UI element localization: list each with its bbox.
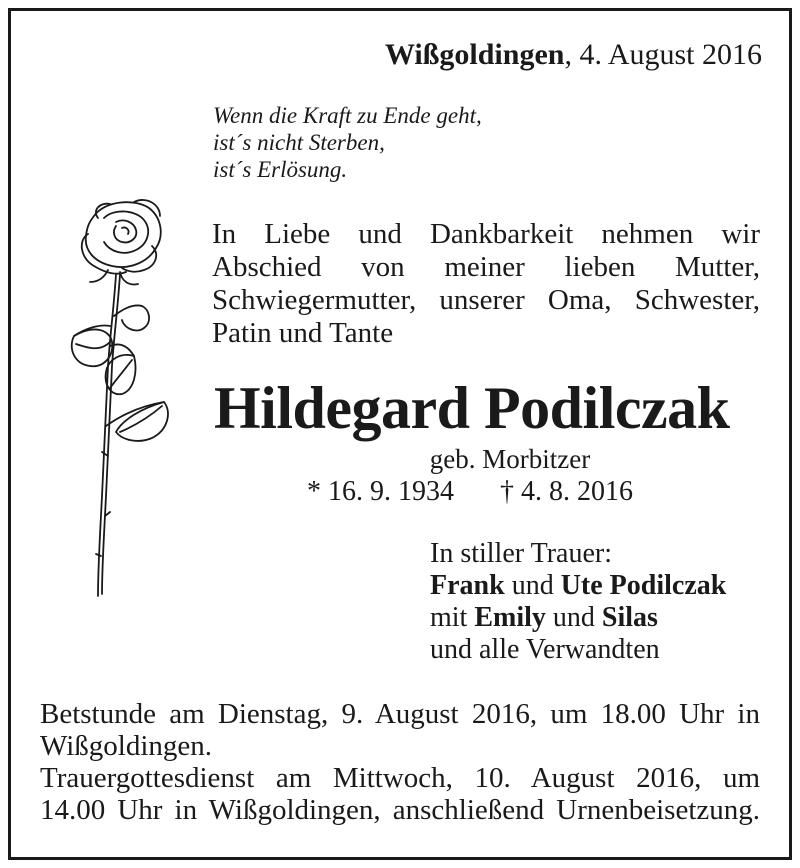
quote-line: ist´s nicht Sterben, [213,130,385,155]
dateline [385,38,762,72]
conjunction: und [545,602,602,633]
service-info [40,698,760,826]
quote [213,102,482,183]
life-dates [307,476,633,508]
prefix: mit [430,602,475,633]
dateline-date: , 4. August 2016 [564,38,762,71]
quote-line: ist´s Erlösung. [213,157,348,182]
mourner-name: Silas [601,602,658,633]
intro-line: In Liebe und Dankbarkeit nehmen wir [212,218,760,250]
mourner-name: Emily [474,602,546,633]
intro-line: Schwiegermutter, unserer Oma, Schwester, [212,284,760,316]
mourners-line [430,570,726,602]
service-line: 14.00 Uhr in Wißgoldingen, anschließend Urnenbeisetzung. [40,794,760,826]
service-line: Trauergottesdienst am Mittwoch, 10. August 2016, um [40,762,760,794]
death-date: † 4. 8. 2016 [500,476,633,507]
mourners [430,538,726,666]
intro-text [212,218,760,350]
deceased-name: Hildegard Podilczak [214,375,730,441]
intro-line: Abschied von meiner lieben Mutter, [212,251,760,283]
quote-line: Wenn die Kraft zu Ende geht, [213,103,482,128]
mourner-name: Ute Podilczak [560,570,727,601]
mourners-heading: In stiller Trauer: [430,538,612,569]
mourners-line: und alle Verwandten [430,634,660,665]
mourners-line [430,602,726,634]
dateline-place: Wißgoldingen [384,38,565,71]
rose-icon [64,196,184,611]
birth-date: * 16. 9. 1934 [307,476,454,507]
conjunction: und [504,570,561,601]
mourner-name: Frank [430,570,505,601]
service-line: Betstunde am Dienstag, 9. August 2016, um 18.00 Uhr in [40,698,760,730]
birth-name: geb. Morbitzer [429,444,591,474]
service-line: Wißgoldingen. [40,730,213,762]
intro-line: Patin und Tante [212,317,394,349]
